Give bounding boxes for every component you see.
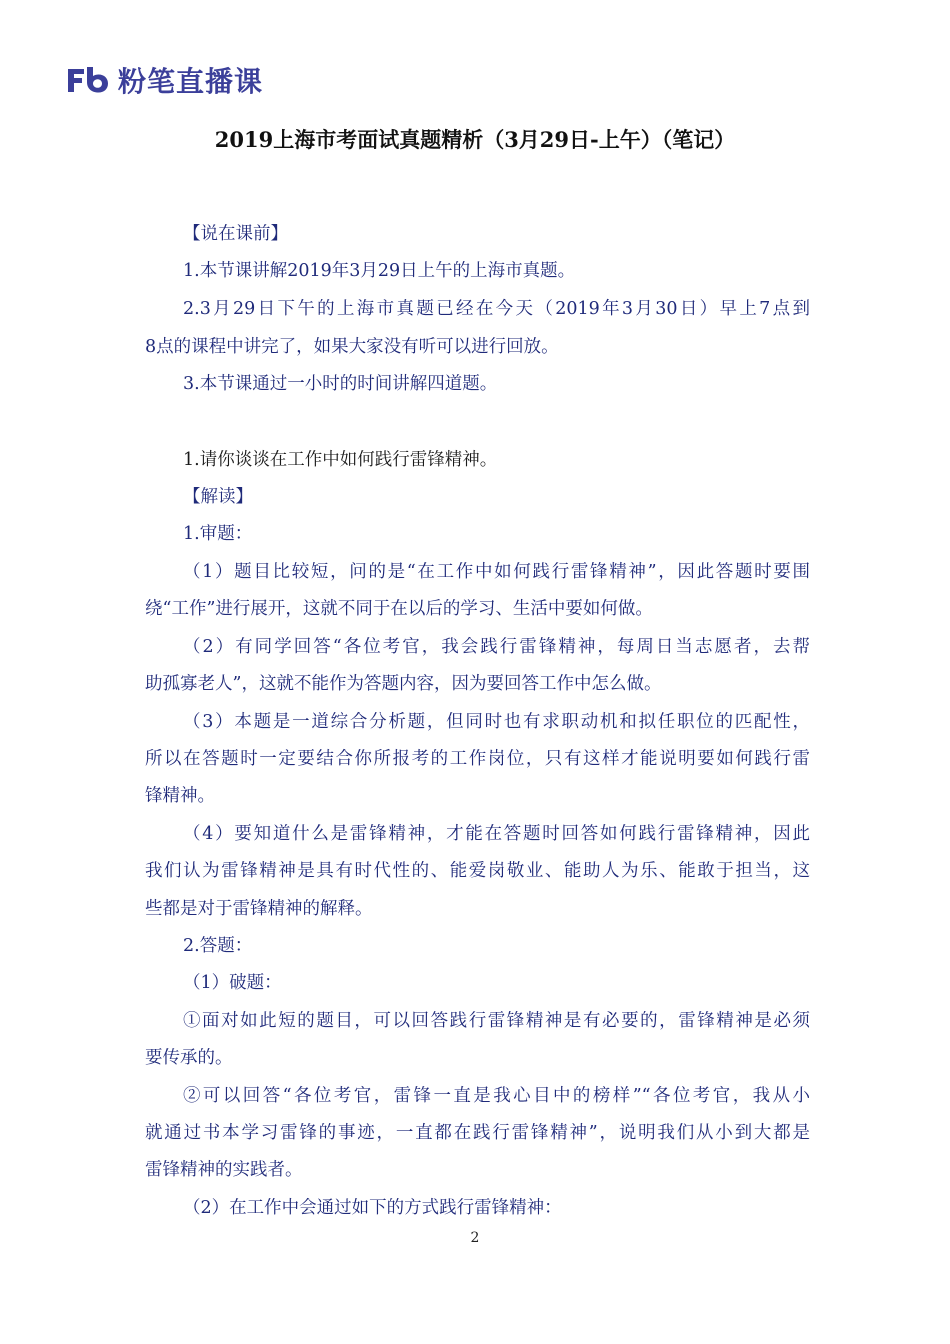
point-4-line-3: 些都是对于雷锋精神的解释。 — [145, 899, 373, 919]
fenbi-fb-logo-icon — [66, 65, 110, 95]
circle-2-line-1: ②可以回答“各位考官，雷锋一直是我心目中的榜样”“各位考官，我从小 — [183, 1086, 810, 1106]
point-3-line-2: 所以在答题时一定要结合你所报考的工作岗位，只有这样才能说明要如何践行雷 — [145, 749, 810, 769]
sub-1-heading: （1）破题： — [183, 973, 282, 993]
point-3-line-3: 锋精神。 — [145, 786, 215, 806]
sub-2-heading: （2）在工作中会通过如下的方式践行雷锋精神： — [183, 1198, 562, 1218]
page-title: 2019上海市考面试真题精析（3月29日-上午）（笔记） — [214, 127, 736, 152]
logo-text: 粉笔直播课 — [118, 65, 264, 98]
point-1-line-2: 绕“工作”进行展开，这就不同于在以后的学习、生活中要如何做。 — [145, 599, 653, 619]
circle-1-line-1: ①面对如此短的题目，可以回答践行雷锋精神是有必要的，雷锋精神是必须 — [183, 1011, 810, 1031]
point-2-line-2: 助孤寡老人”，这就不能作为答题内容，因为要回答工作中怎么做。 — [145, 674, 662, 694]
circle-1-line-2: 要传承的。 — [145, 1048, 233, 1068]
intro-heading: 【说在课前】 — [183, 224, 288, 244]
intro-item-1: 1.本节课讲解2019年3月29日上午的上海市真题。 — [183, 261, 576, 281]
intro-item-2-line-1: 2.3月29日下午的上海市真题已经在今天（2019年3月30日）早上7点到 — [183, 299, 810, 319]
point-3-line-1: （3）本题是一道综合分析题，但同时也有求职动机和拟任职位的匹配性， — [183, 712, 810, 732]
point-1-line-1: （1）题目比较短，问的是“在工作中如何践行雷锋精神”，因此答题时要围 — [183, 562, 810, 582]
circle-2-line-2: 就通过书本学习雷锋的事迹，一直都在践行雷锋精神”，说明我们从小到大都是 — [145, 1123, 810, 1143]
step-1-heading: 1.审题： — [183, 524, 253, 544]
circle-2-line-3: 雷锋精神的实践者。 — [145, 1160, 303, 1180]
page-number: 2 — [470, 1230, 480, 1246]
fenbi-logo — [66, 60, 263, 100]
analysis-heading: 【解读】 — [183, 487, 253, 507]
question-1: 1.请你谈谈在工作中如何践行雷锋精神。 — [183, 450, 498, 470]
point-4-line-2: 我们认为雷锋精神是具有时代性的、能爱岗敬业、能助人为乐、能敢于担当，这 — [145, 861, 810, 881]
point-2-line-1: （2）有同学回答“各位考官，我会践行雷锋精神，每周日当志愿者，去帮 — [183, 637, 810, 657]
point-4-line-1: （4）要知道什么是雷锋精神，才能在答题时回答如何践行雷锋精神，因此 — [183, 824, 810, 844]
intro-item-2-line-2: 8点的课程中讲完了，如果大家没有听可以进行回放。 — [145, 337, 559, 357]
intro-item-3: 3.本节课通过一小时的时间讲解四道题。 — [183, 374, 498, 394]
step-2-heading: 2.答题： — [183, 936, 253, 956]
